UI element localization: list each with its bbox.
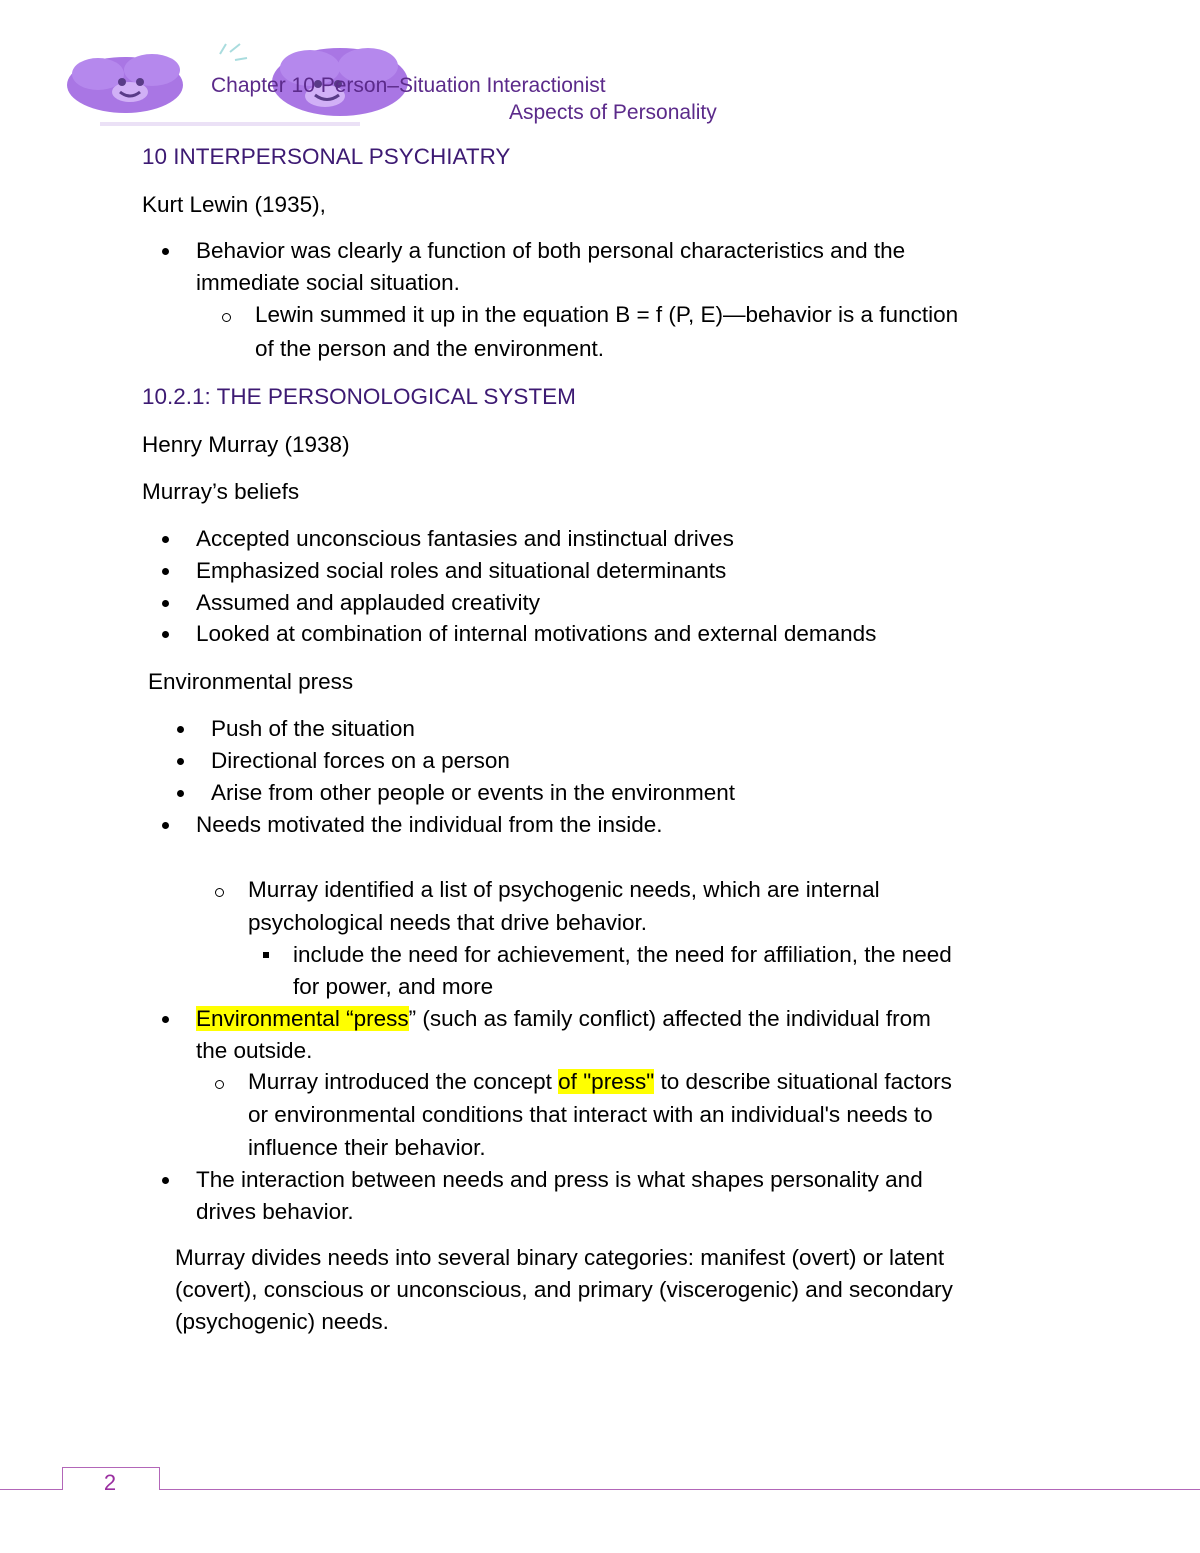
square-bullet-icon	[263, 952, 269, 958]
header-chapter-subtitle: Aspects of Personality	[509, 101, 717, 124]
lewin-sub-bullet-line1: Lewin summed it up in the equation B = f (P, E)—behavior is a function	[255, 302, 959, 327]
lewin-name: Kurt Lewin (1935),	[142, 192, 326, 217]
press-bullet-line1	[196, 1003, 931, 1035]
bullet-icon	[162, 600, 169, 607]
env-press-item: Push of the situation	[211, 716, 415, 741]
sub-bullet-icon	[222, 313, 231, 322]
section-heading-personological-system: 10.2.1: THE PERSONOLOGICAL SYSTEM	[142, 384, 576, 409]
press-bullet-line2: the outside.	[196, 1038, 313, 1063]
bullet-icon	[162, 822, 169, 829]
bullet-icon	[177, 758, 184, 765]
section-heading-interpersonal-psychiatry: 10 INTERPERSONAL PSYCHIATRY	[142, 144, 511, 169]
needs-list-line2: for power, and more	[293, 974, 494, 999]
interaction-bullet-line2: drives behavior.	[196, 1199, 354, 1224]
footer-rule	[0, 1489, 1200, 1490]
lewin-bullet-line1: Behavior was clearly a function of both personal characteristics and the	[196, 238, 906, 263]
press-sub-bullet-line3: influence their behavior.	[248, 1135, 486, 1160]
bullet-icon	[162, 568, 169, 575]
highlighted-text: of "press"	[558, 1069, 655, 1094]
needs-categories-line2: (covert), conscious or unconscious, and primary (viscerogenic) and secondary	[175, 1277, 953, 1302]
murray-name: Henry Murray (1938)	[142, 432, 350, 457]
bullet-icon	[162, 631, 169, 638]
env-press-item: Arise from other people or events in the environment	[211, 780, 736, 805]
needs-categories-line3: (psychogenic) needs.	[175, 1309, 389, 1334]
bullet-icon	[162, 1016, 169, 1023]
environmental-press-title: Environmental press	[148, 669, 354, 694]
bullet-icon	[162, 1177, 169, 1184]
sub-bullet-icon	[215, 888, 224, 897]
bullet-icon	[177, 790, 184, 797]
belief-item: Looked at combination of internal motivations and external demands	[196, 621, 877, 646]
env-press-item: Directional forces on a person	[211, 748, 510, 773]
needs-bullet: Needs motivated the individual from the inside.	[196, 812, 663, 837]
needs-list-line1: include the need for achievement, the need for affiliation, the need	[293, 942, 952, 967]
interaction-bullet-line1: The interaction between needs and press is what shapes personality and	[196, 1167, 923, 1192]
belief-item: Assumed and applauded creativity	[196, 590, 540, 615]
bullet-icon	[162, 536, 169, 543]
needs-sub-bullet-line2: psychological needs that drive behavior.	[248, 910, 648, 935]
needs-categories-line1: Murray divides needs into several binary categories: manifest (overt) or latent	[175, 1245, 945, 1270]
bullet-icon	[177, 726, 184, 733]
beliefs-title: Murray’s beliefs	[142, 479, 300, 504]
press-sub-bullet-line1	[248, 1066, 952, 1098]
bullet-icon	[162, 248, 169, 255]
lewin-sub-bullet-line2: of the person and the environment.	[255, 336, 604, 361]
needs-sub-bullet-line1: Murray identified a list of psychogenic needs, which are internal	[248, 877, 880, 902]
lewin-bullet-line2: immediate social situation.	[196, 270, 460, 295]
press-bullet-rest: ” (such as family conflict) affected the individual from	[408, 1006, 931, 1031]
press-sub-bullet-line2: or environmental conditions that interact with an individual's needs to	[248, 1102, 933, 1127]
highlighted-text: Environmental “press	[196, 1006, 409, 1031]
belief-item: Accepted unconscious fantasies and instinctual drives	[196, 526, 734, 551]
press-sub-post: to describe situational factors	[654, 1069, 952, 1094]
belief-item: Emphasized social roles and situational determinants	[196, 558, 727, 583]
header-chapter-title: Chapter 10 Person–Situation Interactionist	[211, 74, 606, 97]
sub-bullet-icon	[215, 1080, 224, 1089]
press-sub-pre: Murray introduced the concept	[248, 1069, 559, 1094]
page-number: 2	[103, 1470, 117, 1495]
